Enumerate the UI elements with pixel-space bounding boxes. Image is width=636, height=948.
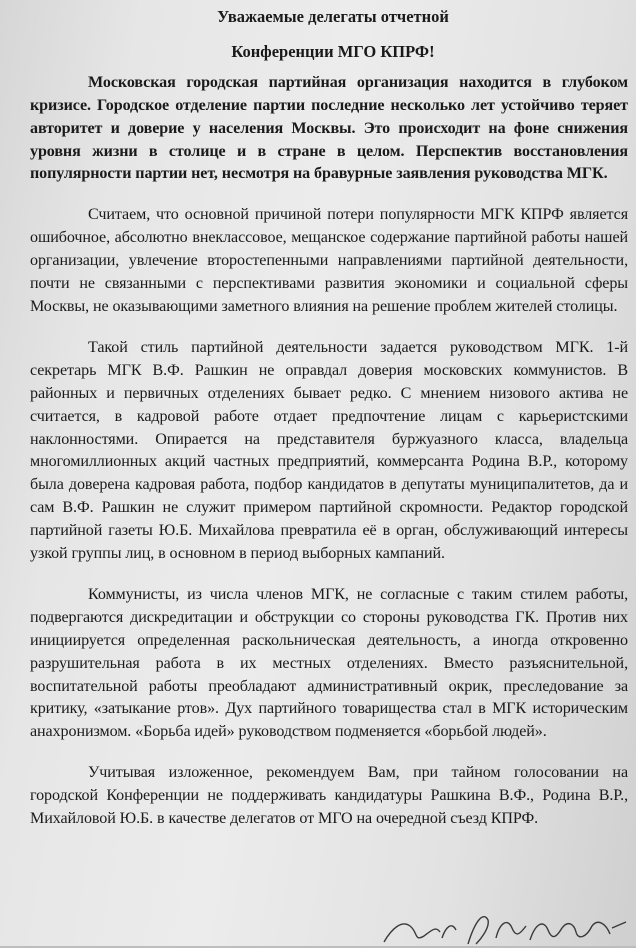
paragraph-cause: Считаем, что основной причиной потери популярности МГК КПРФ является ошибочное, абсолютно внеклассовое, мещанское содержание партийной работы нашей организации, увлечение второстепенными направлениями партийной деятельности, почти не связанными с перспективами развития экономики и социальной сферы Москвы, не оказывающими заметного влияния на решение проблем жителей столицы.: [30, 206, 628, 315]
signature-stroke-3: [530, 922, 626, 940]
paragraph-leadership: Такой стиль партийной деятельности задается руководством МГК. 1-й секретарь МГК В.Ф. Рашкин не оправдал доверия московских коммунистов. В районных и первичных отделениях бывает редко. С мнением низового актива не считается, в кадровой работе отдает предпочтение лицам с карьеристскими наклонностями. Опирается на представителя буржуазного класса, владельца многомиллионных акций частных предприятий, коммерсанта Родина В.Р., которому была доверена кадровая работа, подбор кандидатов в депутаты муниципалитетов, да и сам В.Ф. Рашкин не служит примером партийной скромности. Редактор городской партийной газеты Ю.Б. Михайлова превратила её в орган, обслуживающий интересы узкой группы лиц, в основном в период выборных кампаний.: [30, 338, 628, 563]
signature-stroke-2: [468, 917, 526, 944]
paragraph-crisis: Московская городская партийная организация находится в глубоком кризисе. Городское отделение партии последние несколько лет устойчиво теряет авторитет и доверие у населения Москвы. Это происходит на фоне снижения уровня жизни в столице и в стране в целом. Перспектив восстановления популярности партии нет, несмотря на бравурные заявления руководства МГК.: [30, 73, 628, 183]
paragraph-communists: Коммунисты, из числа членов МГК, не согласные с таким стилем работы, подвергаются дискредитации и обструкции со стороны руководства ГК. Против них инициируется определенная раскольническая деятельность, а иногда откровенно разрушительная работа в их местных отделениях. Вместо разъяснительной, воспитательной работы преобладают административный окрик, преследование за критику, «затыкание ртов». Дух партийного товарищества стал в МГК историческим анахронизмом. «Борьба идей» руководством подменяется «борьбой людей».: [30, 585, 628, 741]
paragraph-recommendation: Учитывая изложенное, рекомендуем Вам, при тайном голосовании на городской Конференции не поддерживать кандидатуры Рашкина В.Ф., Родина В.Р., Михайловой Ю.Б. в качестве делегатов от МГО на очередной съезд КПРФ.: [30, 764, 628, 828]
handwritten-signature: [380, 908, 630, 948]
heading-line-1: Уважаемые делегаты отчетной: [217, 7, 449, 26]
heading-line-2: Конференции МГО КПРФ!: [231, 41, 435, 61]
signature-stroke-1: [384, 924, 456, 942]
